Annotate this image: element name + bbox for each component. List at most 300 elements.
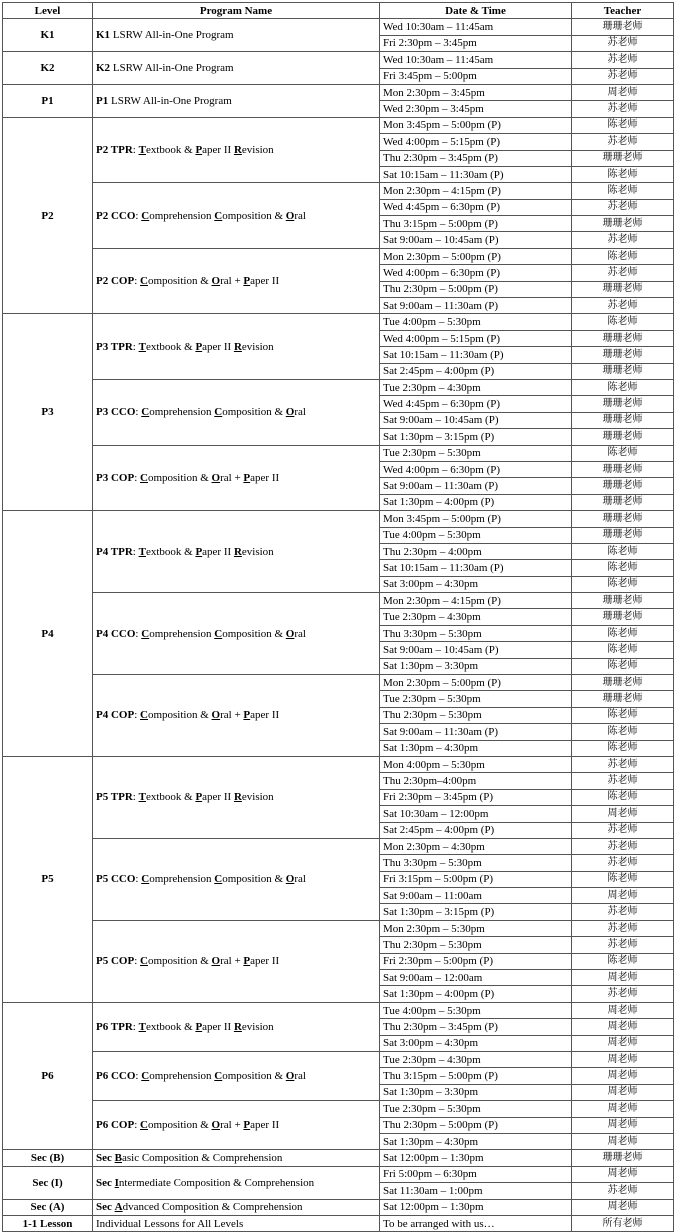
datetime-cell: Fri 3:15pm – 5:00pm (P)	[380, 871, 572, 887]
program-title-text: omposition &	[222, 209, 286, 222]
program-title-text: ral +	[220, 1119, 244, 1132]
program-title-text: omprehension	[149, 209, 215, 222]
program-title-text: :	[132, 144, 139, 157]
program-title-text: :	[134, 275, 141, 288]
program-code: K2	[96, 62, 111, 75]
datetime-cell: Tue 2:30pm – 4:30pm	[380, 609, 572, 625]
program-title-initial: B	[114, 1152, 122, 1165]
datetime-cell: Thu 3:15pm – 5:00pm (P)	[380, 216, 572, 232]
table-row	[3, 1215, 674, 1231]
program-code: Sec	[96, 1152, 112, 1165]
datetime-cell: Thu 3:30pm – 5:30pm	[380, 855, 572, 871]
level-cell: P1	[3, 84, 93, 117]
teacher-cell: 珊珊老师	[572, 691, 674, 707]
program-code: P3 CCO	[96, 406, 136, 419]
program-cell	[93, 445, 380, 511]
program-title-initial: C	[214, 209, 223, 222]
datetime-cell: Thu 2:30pm – 5:30pm	[380, 937, 572, 953]
program-title-text: :	[132, 1020, 139, 1033]
program-cell	[93, 838, 380, 920]
datetime-cell: Mon 2:30pm – 3:45pm	[380, 84, 572, 100]
program-title-text: aper II	[202, 1020, 234, 1033]
program-title-initial: R	[233, 144, 242, 157]
program-title-text: dvanced Composition & Comprehension	[122, 1201, 303, 1214]
teacher-cell: 苏老师	[572, 1183, 674, 1199]
datetime-cell: Sat 1:30pm – 3:30pm	[380, 1084, 572, 1100]
program-title-text: aper II	[202, 791, 234, 804]
program-title-initial: T	[138, 340, 146, 353]
program-cell	[93, 314, 380, 380]
teacher-cell: 珊珊老师	[572, 593, 674, 609]
program-title-text: omprehension	[149, 406, 215, 419]
table-row	[3, 1199, 674, 1215]
teacher-cell: 苏老师	[572, 920, 674, 936]
program-code: P4 TPR	[96, 545, 133, 558]
datetime-cell: Sat 9:00am – 11:30am (P)	[380, 478, 572, 494]
datetime-cell: Fri 2:30pm – 5:00pm (P)	[380, 953, 572, 969]
datetime-cell: Sat 1:30pm – 3:15pm (P)	[380, 429, 572, 445]
program-title-text: omposition &	[222, 1070, 286, 1083]
datetime-cell: Thu 3:15pm – 5:00pm (P)	[380, 1068, 572, 1084]
program-title-text: omposition &	[222, 627, 286, 640]
teacher-cell: 陈老师	[572, 576, 674, 592]
program-title-text: aper II	[250, 709, 280, 722]
program-title-text: ral +	[220, 471, 244, 484]
program-title-text: aper II	[202, 340, 234, 353]
program-title-text: extbook &	[145, 144, 196, 157]
datetime-cell: Tue 2:30pm – 4:30pm	[380, 1052, 572, 1068]
table-row	[3, 1166, 674, 1182]
program-cell	[93, 248, 380, 314]
teacher-cell: 苏老师	[572, 232, 674, 248]
teacher-cell: 珊珊老师	[572, 429, 674, 445]
program-title-initial: C	[214, 627, 223, 640]
program-code: P3 TPR	[96, 340, 133, 353]
datetime-cell: Sat 9:00am – 10:45am (P)	[380, 642, 572, 658]
table-row	[3, 445, 674, 461]
datetime-cell: Fri 2:30pm – 3:45pm	[380, 35, 572, 51]
program-title-text: aper II	[202, 144, 234, 157]
program-title-text: aper II	[250, 471, 280, 484]
datetime-cell: Tue 2:30pm – 4:30pm	[380, 379, 572, 395]
datetime-cell: Wed 4:00pm – 5:15pm (P)	[380, 134, 572, 150]
program-title-text: :	[135, 209, 142, 222]
program-title-text: evision	[241, 144, 274, 157]
program-title-initial: O	[285, 1070, 295, 1083]
teacher-cell: 周老师	[572, 1199, 674, 1215]
datetime-cell: Mon 2:30pm – 5:00pm (P)	[380, 248, 572, 264]
teacher-cell: 陈老师	[572, 625, 674, 641]
program-title-initial: P	[243, 709, 251, 722]
level-cell: Sec (A)	[3, 1199, 93, 1215]
program-code: K1	[96, 29, 111, 42]
program-title-initial: O	[211, 709, 221, 722]
program-title-text: omprehension	[149, 627, 215, 640]
program-code: P6 TPR	[96, 1020, 133, 1033]
program-cell	[93, 1199, 380, 1215]
teacher-cell: 陈老师	[572, 658, 674, 674]
header-program: Program Name	[93, 3, 380, 19]
program-code: P1	[96, 94, 109, 107]
datetime-cell: Wed 10:30am – 11:45am	[380, 19, 572, 35]
table-row	[3, 314, 674, 330]
program-title-initial: P	[243, 955, 251, 968]
teacher-cell: 苏老师	[572, 855, 674, 871]
program-title-initial: P	[195, 791, 203, 804]
program-title-text: aper II	[250, 955, 280, 968]
program-cell	[93, 117, 380, 183]
datetime-cell: Thu 2:30pm – 5:00pm (P)	[380, 1117, 572, 1133]
teacher-cell: 陈老师	[572, 183, 674, 199]
teacher-cell: 周老师	[572, 1068, 674, 1084]
program-title-text: omposition &	[222, 873, 286, 886]
teacher-cell: 陈老师	[572, 314, 674, 330]
datetime-cell: Wed 4:45pm – 6:30pm (P)	[380, 199, 572, 215]
datetime-cell: Sat 1:30pm – 4:30pm	[380, 1133, 572, 1149]
program-title-initial: C	[140, 471, 148, 484]
teacher-cell: 珊珊老师	[572, 347, 674, 363]
teacher-cell: 陈老师	[572, 543, 674, 559]
table-row	[3, 756, 674, 772]
teacher-cell: 苏老师	[572, 199, 674, 215]
datetime-cell: Wed 2:30pm – 3:45pm	[380, 101, 572, 117]
program-title-text: aper II	[250, 275, 280, 288]
program-title-text: :	[135, 406, 142, 419]
table-row	[3, 183, 674, 199]
program-title-text: evision	[241, 1020, 274, 1033]
teacher-cell: 周老师	[572, 84, 674, 100]
table-row	[3, 19, 674, 35]
teacher-cell: 周老师	[572, 1117, 674, 1133]
teacher-cell: 珊珊老师	[572, 527, 674, 543]
program-title-initial: O	[285, 209, 295, 222]
datetime-cell: Wed 4:45pm – 6:30pm (P)	[380, 396, 572, 412]
program-code: P3 COP	[96, 471, 135, 484]
program-title-initial: R	[233, 791, 242, 804]
level-cell: P2	[3, 117, 93, 314]
teacher-cell: 苏老师	[572, 904, 674, 920]
datetime-cell: Fri 3:45pm – 5:00pm	[380, 68, 572, 84]
datetime-cell: Sat 2:45pm – 4:00pm (P)	[380, 363, 572, 379]
program-code: P6 CCO	[96, 1070, 136, 1083]
table-row	[3, 379, 674, 395]
teacher-cell: 苏老师	[572, 52, 674, 68]
teacher-cell: 苏老师	[572, 773, 674, 789]
teacher-cell: 周老师	[572, 1035, 674, 1051]
table-row	[3, 838, 674, 854]
datetime-cell: Mon 2:30pm – 5:30pm	[380, 920, 572, 936]
teacher-cell: 珊珊老师	[572, 478, 674, 494]
program-title-initial: C	[140, 709, 148, 722]
datetime-cell: Thu 3:30pm – 5:30pm	[380, 625, 572, 641]
program-title-text: evision	[241, 791, 274, 804]
teacher-cell: 周老师	[572, 970, 674, 986]
teacher-cell: 珊珊老师	[572, 461, 674, 477]
teacher-cell: 陈老师	[572, 166, 674, 182]
program-cell	[93, 756, 380, 838]
teacher-cell: 陈老师	[572, 445, 674, 461]
program-title-text: ral	[294, 627, 306, 640]
program-title-initial: C	[214, 406, 223, 419]
program-title-text: aper II	[250, 1119, 280, 1132]
program-title-initial: P	[243, 471, 251, 484]
program-code: P2 TPR	[96, 144, 133, 157]
datetime-cell: Tue 4:00pm – 5:30pm	[380, 314, 572, 330]
program-title-text: LSRW All-in-One Program	[110, 29, 234, 42]
program-title-text: omposition &	[147, 275, 212, 288]
program-title-text: :	[132, 340, 139, 353]
program-title-initial: P	[195, 1020, 203, 1033]
datetime-cell: Sat 3:00pm – 4:30pm	[380, 576, 572, 592]
program-title-text: evision	[241, 545, 274, 558]
teacher-cell: 珊珊老师	[572, 675, 674, 691]
program-title-text: omposition &	[147, 471, 212, 484]
program-title-text: aper II	[202, 545, 234, 558]
program-code: Sec	[96, 1176, 112, 1189]
program-title-initial: O	[285, 406, 295, 419]
program-title-initial: C	[141, 627, 150, 640]
program-title-text: omprehension	[149, 873, 215, 886]
program-title-text: :	[134, 1119, 141, 1132]
datetime-cell: Sat 1:30pm – 3:30pm	[380, 658, 572, 674]
header-row	[3, 3, 674, 19]
program-title-text: ral	[294, 1070, 306, 1083]
table-row	[3, 248, 674, 264]
program-cell	[93, 379, 380, 445]
program-title-text: extbook &	[145, 545, 196, 558]
datetime-cell: Tue 2:30pm – 5:30pm	[380, 691, 572, 707]
program-code: Sec	[96, 1201, 112, 1214]
program-title-text: ral	[294, 406, 306, 419]
teacher-cell: 珊珊老师	[572, 363, 674, 379]
program-cell	[93, 1150, 380, 1166]
teacher-cell: 苏老师	[572, 937, 674, 953]
program-cell	[93, 511, 380, 593]
teacher-cell: 陈老师	[572, 642, 674, 658]
program-title-initial: P	[243, 1119, 251, 1132]
program-cell	[93, 675, 380, 757]
datetime-cell: Sat 12:00pm – 1:30pm	[380, 1199, 572, 1215]
program-title-text: omprehension	[149, 1070, 215, 1083]
teacher-cell: 珊珊老师	[572, 19, 674, 35]
program-title-text: :	[132, 791, 139, 804]
datetime-cell: Wed 4:00pm – 5:15pm (P)	[380, 330, 572, 346]
teacher-cell: 陈老师	[572, 740, 674, 756]
program-title-initial: T	[138, 545, 146, 558]
datetime-cell: Sat 9:00am – 12:00am	[380, 970, 572, 986]
table-row	[3, 52, 674, 68]
datetime-cell: Sat 9:00am – 11:30am (P)	[380, 724, 572, 740]
teacher-cell: 周老师	[572, 1166, 674, 1182]
datetime-cell: Sat 9:00am – 10:45am (P)	[380, 412, 572, 428]
program-cell	[93, 1215, 380, 1231]
program-title-initial: P	[195, 340, 203, 353]
datetime-cell: Thu 2:30pm – 5:30pm	[380, 707, 572, 723]
datetime-cell: Tue 4:00pm – 5:30pm	[380, 1002, 572, 1018]
teacher-cell: 陈老师	[572, 117, 674, 133]
schedule-table	[2, 2, 674, 1232]
program-title-initial: C	[214, 873, 223, 886]
teacher-cell: 周老师	[572, 888, 674, 904]
datetime-cell: Mon 2:30pm – 5:00pm (P)	[380, 675, 572, 691]
program-title-text: extbook &	[145, 1020, 196, 1033]
header-teacher: Teacher	[572, 3, 674, 19]
program-title-text: :	[134, 955, 141, 968]
program-title-text: asic Composition & Comprehension	[121, 1152, 283, 1165]
datetime-cell: Mon 4:00pm – 5:30pm	[380, 756, 572, 772]
program-cell	[93, 52, 380, 85]
level-cell: P6	[3, 1002, 93, 1150]
table-row	[3, 1002, 674, 1018]
program-title-text: :	[132, 545, 139, 558]
teacher-cell: 所有老师	[572, 1215, 674, 1231]
teacher-cell: 陈老师	[572, 953, 674, 969]
program-title-text: ral +	[220, 709, 244, 722]
datetime-cell: Sat 11:30am – 1:00pm	[380, 1183, 572, 1199]
program-title-initial: O	[211, 1119, 221, 1132]
program-title-text: omposition &	[222, 406, 286, 419]
teacher-cell: 珊珊老师	[572, 1150, 674, 1166]
datetime-cell: Thu 2:30pm – 3:45pm (P)	[380, 1019, 572, 1035]
schedule-body	[3, 19, 674, 1232]
program-title-text: evision	[241, 340, 274, 353]
program-title-initial: A	[114, 1201, 123, 1214]
datetime-cell: Tue 4:00pm – 5:30pm	[380, 527, 572, 543]
program-title-initial: T	[138, 791, 146, 804]
program-title-text: ral +	[220, 955, 244, 968]
teacher-cell: 陈老师	[572, 248, 674, 264]
teacher-cell: 珊珊老师	[572, 494, 674, 510]
level-cell: K2	[3, 52, 93, 85]
program-title-initial: I	[114, 1176, 119, 1189]
datetime-cell: Sat 10:15am – 11:30am (P)	[380, 347, 572, 363]
program-code: P6 COP	[96, 1119, 135, 1132]
table-row	[3, 84, 674, 100]
program-title-initial: C	[141, 406, 150, 419]
teacher-cell: 苏老师	[572, 134, 674, 150]
program-title-text: omposition &	[147, 955, 212, 968]
teacher-cell: 陈老师	[572, 560, 674, 576]
teacher-cell: 周老师	[572, 1084, 674, 1100]
program-title-text: :	[135, 873, 142, 886]
level-cell: P3	[3, 314, 93, 511]
program-code: P5 CCO	[96, 873, 136, 886]
program-title-text: ral	[294, 209, 306, 222]
datetime-cell: Mon 3:45pm – 5:00pm (P)	[380, 511, 572, 527]
teacher-cell: 珊珊老师	[572, 150, 674, 166]
datetime-cell: Sat 1:30pm – 3:15pm (P)	[380, 904, 572, 920]
program-code: P2 CCO	[96, 209, 136, 222]
datetime-cell: Thu 2:30pm – 3:45pm (P)	[380, 150, 572, 166]
program-cell	[93, 593, 380, 675]
teacher-cell: 周老师	[572, 1133, 674, 1149]
teacher-cell: 周老师	[572, 1101, 674, 1117]
table-row	[3, 1101, 674, 1117]
program-title-text: Individual Lessons for All Levels	[96, 1217, 244, 1230]
program-title-text: :	[134, 471, 141, 484]
program-code: P4 CCO	[96, 627, 136, 640]
teacher-cell: 珊珊老师	[572, 396, 674, 412]
table-row	[3, 1150, 674, 1166]
level-cell: Sec (I)	[3, 1166, 93, 1199]
program-title-text: extbook &	[145, 340, 196, 353]
program-title-initial: P	[195, 545, 203, 558]
datetime-cell: Thu 2:30pm – 5:00pm (P)	[380, 281, 572, 297]
datetime-cell: Sat 10:15am – 11:30am (P)	[380, 560, 572, 576]
datetime-cell: Tue 2:30pm – 5:30pm	[380, 445, 572, 461]
teacher-cell: 珊珊老师	[572, 330, 674, 346]
table-row	[3, 920, 674, 936]
program-title-text: LSRW All-in-One Program	[108, 94, 232, 107]
program-code: P4 COP	[96, 709, 135, 722]
level-cell: K1	[3, 19, 93, 52]
program-title-initial: R	[233, 340, 242, 353]
teacher-cell: 周老师	[572, 806, 674, 822]
program-title-text: extbook &	[145, 791, 196, 804]
teacher-cell: 珊珊老师	[572, 216, 674, 232]
program-title-initial: O	[211, 471, 221, 484]
datetime-cell: Sat 1:30pm – 4:00pm (P)	[380, 494, 572, 510]
teacher-cell: 周老师	[572, 1019, 674, 1035]
datetime-cell: Thu 2:30pm–4:00pm	[380, 773, 572, 789]
program-title-text: omposition &	[147, 709, 212, 722]
program-title-text: :	[134, 709, 141, 722]
datetime-cell: Thu 2:30pm – 4:00pm	[380, 543, 572, 559]
datetime-cell: Wed 4:00pm – 6:30pm (P)	[380, 461, 572, 477]
program-title-initial: O	[285, 627, 295, 640]
teacher-cell: 苏老师	[572, 265, 674, 281]
teacher-cell: 珊珊老师	[572, 609, 674, 625]
program-cell	[93, 1166, 380, 1199]
level-cell: Sec (B)	[3, 1150, 93, 1166]
datetime-cell: Fri 5:00pm – 6:30pm	[380, 1166, 572, 1182]
program-title-initial: C	[140, 275, 148, 288]
program-cell	[93, 183, 380, 249]
program-title-initial: O	[211, 955, 221, 968]
teacher-cell: 苏老师	[572, 35, 674, 51]
program-cell	[93, 84, 380, 117]
teacher-cell: 陈老师	[572, 871, 674, 887]
datetime-cell: Mon 2:30pm – 4:15pm (P)	[380, 183, 572, 199]
table-row	[3, 1052, 674, 1068]
level-cell: 1-1 Lesson	[3, 1215, 93, 1231]
datetime-cell: Wed 4:00pm – 6:30pm (P)	[380, 265, 572, 281]
program-title-text: ral +	[220, 275, 244, 288]
program-cell	[93, 1052, 380, 1101]
program-title-initial: T	[138, 1020, 146, 1033]
program-title-initial: C	[214, 1070, 223, 1083]
datetime-cell: Tue 2:30pm – 5:30pm	[380, 1101, 572, 1117]
datetime-cell: Sat 9:00am – 11:00am	[380, 888, 572, 904]
program-title-initial: R	[233, 545, 242, 558]
datetime-cell: Mon 3:45pm – 5:00pm (P)	[380, 117, 572, 133]
datetime-cell: Mon 2:30pm – 4:15pm (P)	[380, 593, 572, 609]
level-cell: P5	[3, 756, 93, 1002]
teacher-cell: 苏老师	[572, 101, 674, 117]
program-title-initial: C	[140, 955, 148, 968]
program-title-text: :	[135, 1070, 142, 1083]
program-title-text: ntermediate Composition & Comprehension	[118, 1176, 315, 1189]
teacher-cell: 珊珊老师	[572, 412, 674, 428]
teacher-cell: 珊珊老师	[572, 281, 674, 297]
datetime-cell: Sat 9:00am – 11:30am (P)	[380, 298, 572, 314]
table-row	[3, 117, 674, 133]
program-cell	[93, 19, 380, 52]
program-title-initial: P	[243, 275, 251, 288]
program-title-initial: C	[141, 1070, 150, 1083]
program-title-text: ral	[294, 873, 306, 886]
teacher-cell: 苏老师	[572, 838, 674, 854]
